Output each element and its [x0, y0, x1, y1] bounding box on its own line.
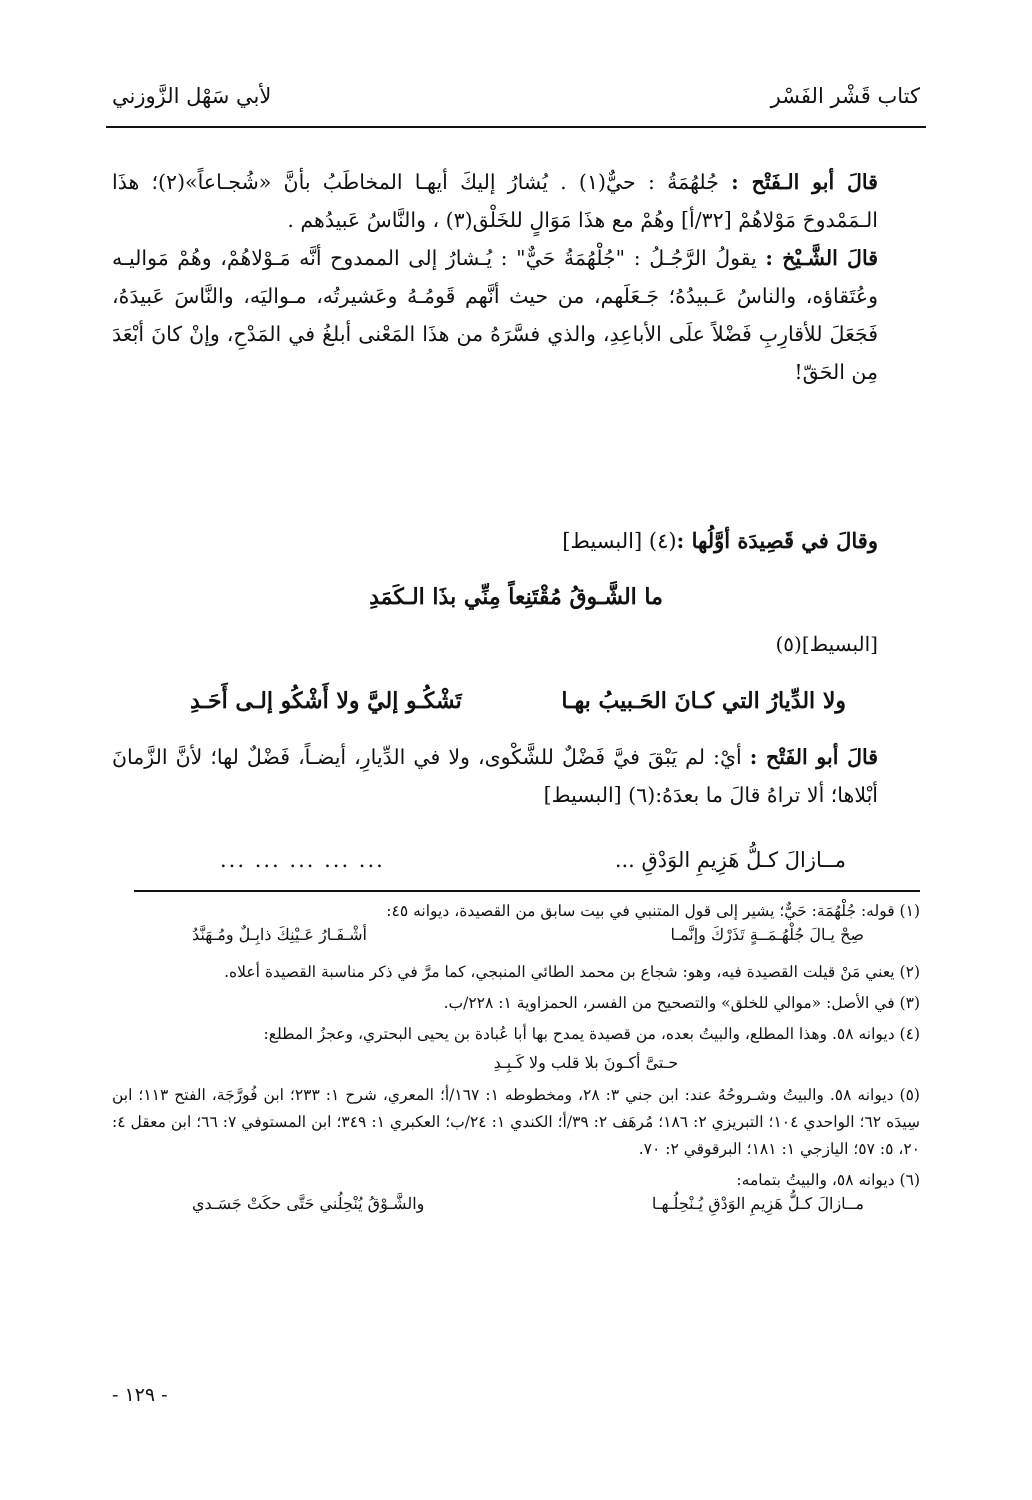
partial-hemistich: مــازالَ كـلُّ هَزِيمِ الوَدْقِ ... — [614, 848, 846, 872]
footnote-4-verse: حـتىَّ أكـونَ بلا قلب ولا كَـبِـدِ — [493, 1053, 679, 1072]
paragraph-abu-al-fath-commentary — [112, 738, 878, 814]
footnotes — [112, 898, 920, 1224]
running-header — [112, 84, 920, 124]
footnote-1-hemistich-a: صِحْ يـالَ جُلْهُـمَــةٍ تَذَرْكَ وإنَّمـا — [670, 925, 864, 944]
poem-heading — [562, 528, 878, 553]
footnote-5: (٥) ديوانه ٥٨. والبيتُ وشـروحُهُ عند: ابن جني ٣: ٢٨، ومخطوطه ١: ١٦٧/أ؛ المعري، شرح ١: ٢٣٣؛ ابن فُورَّجَة، الفتح ١١٣؛ ابن سِيدَه ٦٢؛ الواحدي ١٠٤؛ التبريزي ٢: ١٨٦؛ مُرهَف ٢: ٣٩/أ؛ الكندي ١: ٢٤/ب؛ العكبري ١: ٣٤٩؛ ابن المستوفي ٧: ٦٦؛ ابن معقل ٤: ٢٠، ٥: ٥٧؛ اليازجي ١: ١٨١؛ البرقوقي ٢: ٧٠. — [112, 1086, 921, 1158]
page-number: - ١٢٩ - — [112, 1384, 168, 1406]
paragraph-text: جُلهُمَةُ : حيٌّ(١) . يُشارُ إليكَ أيهـا المخاطَبُ بأنَّ «شُجـاعاً»(٢)؛ هذَا الـمَمْدوحَ مَوْلاهُمْ [٣٢/أ] وهُمْ مع هذَا مَوَالٍ للخَلْق(٣) ، والنَّاسُ عَبيدُهم . — [112, 170, 878, 232]
footnote-6-verse — [112, 1194, 920, 1224]
header-rule — [106, 126, 926, 128]
poem-heading-meter: (٤) [البسيط] — [562, 529, 677, 553]
book-title: كتاب قَشْر الفَسْر — [770, 84, 920, 108]
first-hemistich: ولا الدِّيارُ التي كـانَ الحَـبيبُ بهـا — [561, 688, 846, 714]
footnote-1-verse — [112, 925, 920, 955]
footnote-4: (٤) ديوانه ٥٨. وهذا المطلع، والبيتُ بعده، من قصيدة يمدح بها أبا عُبادة بن يحيى البحتري، وعجزُ المطلع: — [263, 1025, 920, 1043]
paragraph-abu-al-fath — [112, 163, 878, 239]
main-text-continued — [112, 738, 878, 814]
footnote-rule — [134, 890, 920, 892]
speaker-label: قالَ أبو الفَتْح : — [749, 745, 879, 769]
meter-tag: [البسيط](٥) — [775, 632, 878, 656]
book-author: لأبي سَهْل الزَّوزني — [112, 84, 272, 108]
footnote-6-hemistich-b: والشَّـوْقُ يُنْحِلُني حَتَّى حكَتْ جَسَـدي — [192, 1194, 425, 1213]
paragraph-text: يقولُ الرَّجُـلُ : "جُلْهُمَةُ حَيٌّ" : يُـشارُ إلى الممدوح أنَّه مَـوْلاهُمْ، وهُمْ مَواليـه وعُتَقاؤه، والناسُ عَـبيدُهُ؛ جَـعَلَهم، من حيث أنَّهم قَومُـهُ وعَشيرتُه، مـواليَه، والنَّاسَ عَبيدَهُ، فَجَعَلَ للأقارِبِ فَضْلاً علَى الأباعِدِ، والذي فسَّرَهُ من هذَا المَعْنى أبلغُ في المَدْحِ، وإنْ كانَ أبْعَدَ مِن الحَقّ! — [112, 246, 878, 384]
footnote-1: (١) قوله: جُلْهُمَة: حَيٌّ؛ يشير إلى قول المتنبي في بيت سابق من القصيدة، ديوانه ٤٥: — [386, 902, 920, 920]
poem-heading-lead: وقالَ في قَصِيدَة أوَّلُها : — [676, 528, 878, 553]
paragraph-al-shaykh — [112, 239, 878, 391]
opening-verse: ما الشَّـوقُ مُقْتَنِعاً مِنِّي بذَا الـكَمَدِ — [369, 584, 663, 610]
second-hemistich: تَشْكُـو إليَّ ولا أَشْكُو إلـى أَحَـدِ — [190, 688, 462, 714]
main-text — [112, 163, 878, 391]
footnote-1-hemistich-b: أشْـفَـارُ عَـيْنِكَ ذابِـلٌ ومُـهَنَّدُ — [192, 925, 367, 944]
main-verse — [190, 688, 846, 728]
footnote-6-hemistich-a: مــازالَ كـلُّ هَزِيمِ الوَدْقِ يُـنْحِلُـهـا — [651, 1194, 864, 1213]
footnote-3: (٣) في الأصل: «موالي للخلق» والتصحيح من الفسر، الحمزاوية ١: ٢٢٨/ب. — [443, 994, 920, 1012]
speaker-label: قالَ أبو الـفَتْح : — [731, 170, 878, 194]
ellipsis-dots: ... ... ... ... ... — [220, 848, 385, 872]
paragraph-text: أيْ: لم يَبْقَ فيَّ فَضْلٌ للشَّكْوى، ولا في الدِّيارِ، أيضـاً، فَضْلٌ لها؛ لأنَّ الزَّمانَ أبْلاها؛ ألا تراهُ قالَ ما بعدَهُ:(٦) [البسيط] — [112, 745, 878, 807]
speaker-label: قالَ الشَّـيْخ : — [765, 246, 878, 270]
footnote-2: (٢) يعني مَنْ قيلت القصيدة فيه، وهو: شجاع بن محمد الطائي المنبجي، كما مرَّ في ذكر مناسبة القصيدة أعلاه. — [224, 963, 920, 981]
footnote-6: (٦) ديوانه ٥٨، والبيتُ بتمامه: — [736, 1171, 920, 1189]
partial-verse — [220, 848, 846, 884]
